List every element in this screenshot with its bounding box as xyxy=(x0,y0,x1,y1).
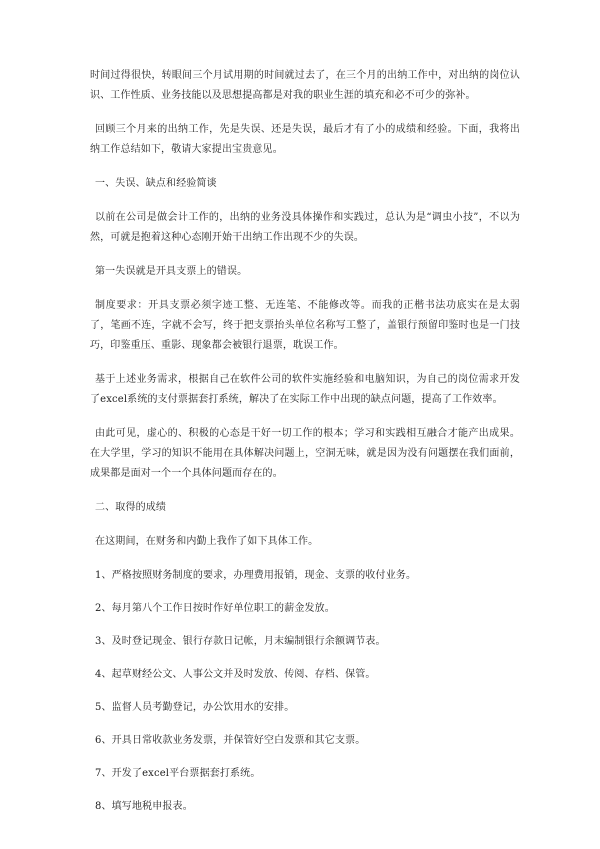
paragraph-work-intro: 在这期间，在财务和内勤上我作了如下具体工作。 xyxy=(95,536,319,547)
paragraph-background: 以前在公司是做会计工作的，出纳的业务没具体操作和实践过，总认为是“调虫小技”，不以为然，可就是抱着这种心态刚开始干出纳工作出现不少的失误。 xyxy=(90,212,520,243)
list-item: 7、开发了excel平台票据套打系统。 xyxy=(95,768,261,779)
list-item: 6、开具日常收款业务发票，并保管好空白发票和其它支票。 xyxy=(95,735,366,746)
paragraph-intro: 时间过得很快，转眼间三个月试用期的时间就过去了，在三个月的出纳工作中，对出纳的岗位认识、工作性质、业务技能以及思想提高都是对我的职业生涯的填充和必不可少的弥补。 xyxy=(90,70,520,101)
list-item: 1、严格按照财务制度的要求，办理费用报销，现金、支票的收付业务。 xyxy=(95,570,417,581)
paragraph-conclusion: 由此可见，虚心的、积极的心态是干好一切工作的根本；学习和实践相互融合才能产出成果。在大学里，学习的知识不能用在具体解决问题上，空洞无味，就是因为没有问题摆在我们面前，成果都是面对一个一个具体问题而存在的。 xyxy=(90,428,520,479)
list-item: 3、及时登记现金、银行存款日记帐，月末编制银行余额调节表。 xyxy=(95,636,386,647)
paragraph-review: 回顾三个月来的出纳工作，先是失误、还是失误，最后才有了小的成绩和经验。下面，我将出纳工作总结如下，敬请大家提出宝贵意见。 xyxy=(90,124,520,155)
section-heading-mistakes: 一、失误、缺点和经验简谈 xyxy=(95,178,217,189)
document-body xyxy=(90,66,520,830)
list-item: 5、监督人员考勤登记，办公饮用水的安排。 xyxy=(95,702,295,713)
section-heading-achievements: 二、取得的成绩 xyxy=(95,502,167,513)
list-item: 4、起草财经公文、人事公文并及时发放、传阅、存档、保管。 xyxy=(95,669,376,680)
paragraph-requirements: 制度要求：开具支票必须字迹工整、无连笔、不能修改等。而我的正楷书法功底实在是太弱了，笔画不连，字就不会写，终于把支票抬头单位名称写工整了，盖银行预留印鉴时也是一门技巧，印鉴重压、重影、现象都会被银行退票，耽误工作。 xyxy=(90,300,520,351)
paragraph-first-mistake: 第一失误就是开具支票上的错误。 xyxy=(95,266,248,277)
list-item: 2、每月第八个工作日按时作好单位职工的薪金发放。 xyxy=(95,603,335,614)
paragraph-solution: 基于上述业务需求，根据自己在软件公司的软件实施经验和电脑知识，为自己的岗位需求开发了excel系统的支付票据套打系统，解决了在实际工作中出现的缺点问题，提高了工作效率。 xyxy=(90,374,520,405)
list-item: 8、填写地税申报表。 xyxy=(95,801,193,812)
